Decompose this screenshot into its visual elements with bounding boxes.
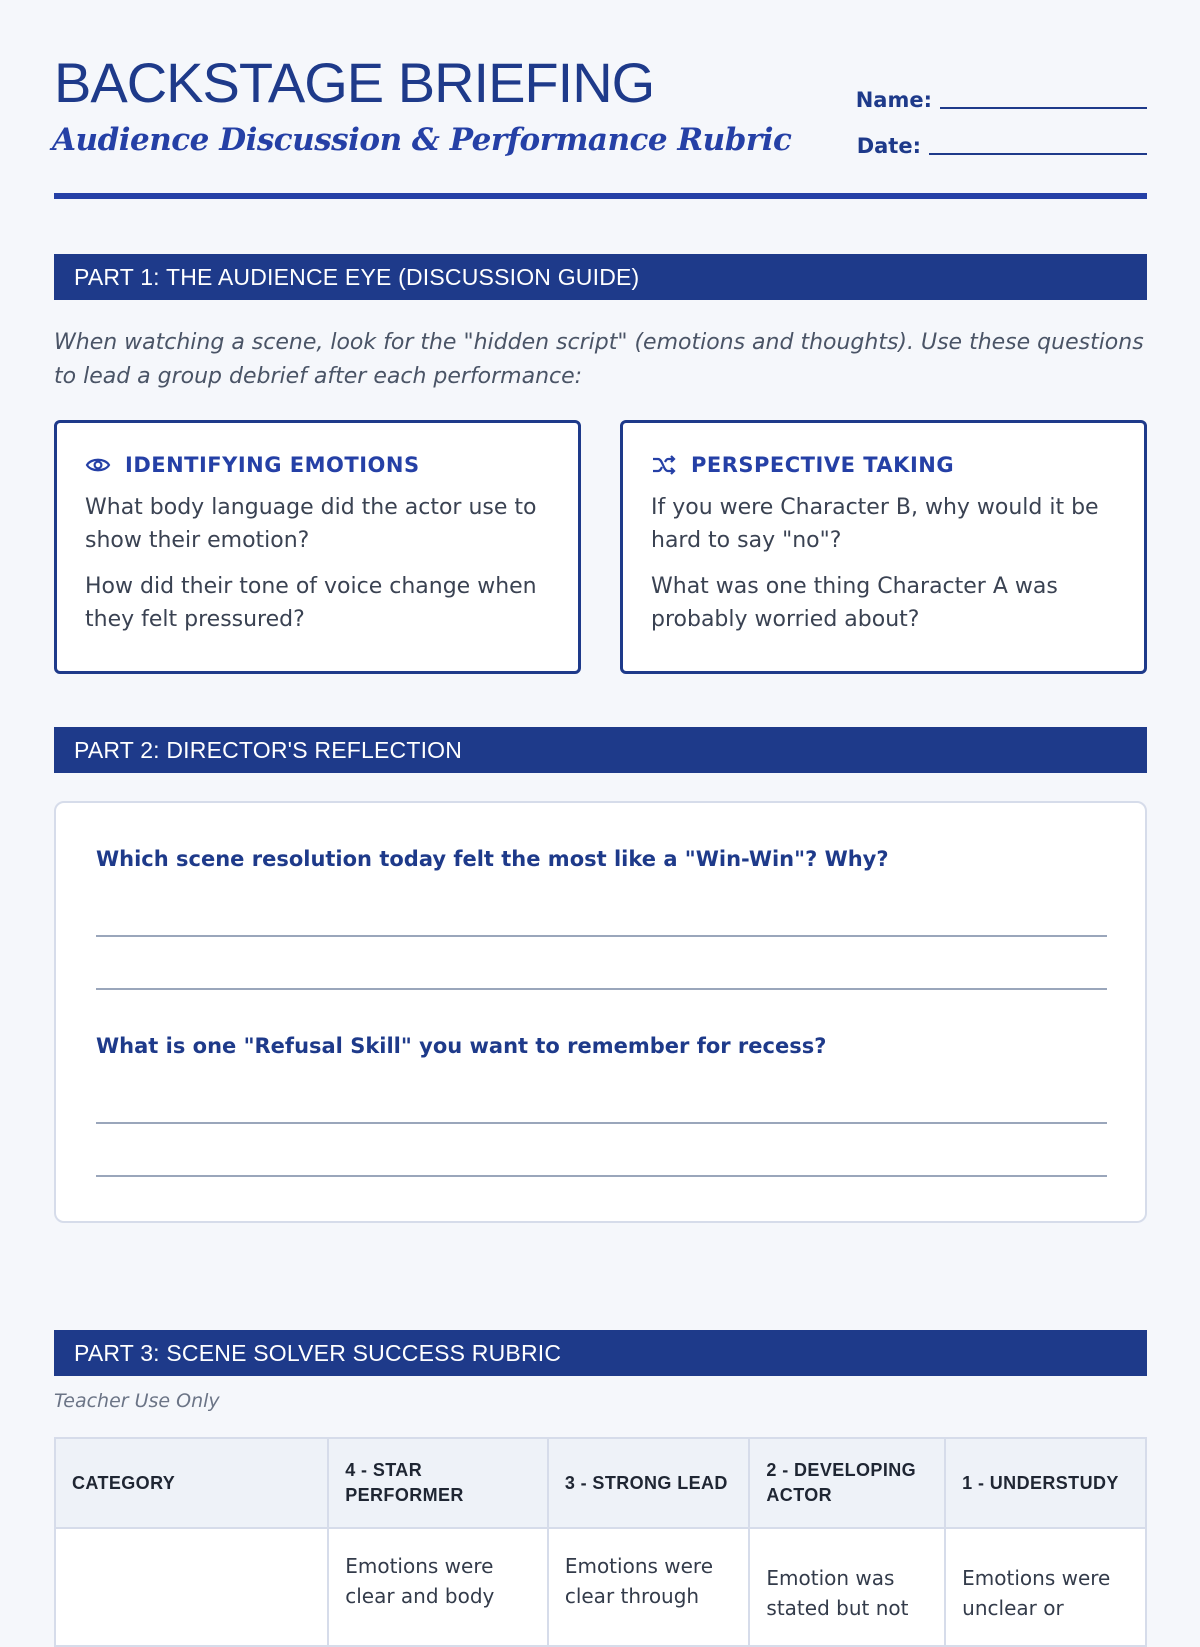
discussion-cards (54, 420, 1147, 674)
reflection-question: Which scene resolution today felt the most like a "Win-Win"? Why? (96, 847, 889, 871)
rubric-cell: Emotions were unclear or (945, 1528, 1146, 1646)
name-label: Name: (855, 88, 932, 112)
card-title: IDENTIFYING EMOTIONS (125, 453, 420, 477)
worksheet-page (52, 0, 1147, 1620)
rubric-column-header: 1 - UNDERSTUDY (945, 1438, 1146, 1528)
rubric-column-header: 2 - DEVELOPING ACTOR (749, 1438, 945, 1528)
date-row (847, 134, 1147, 158)
card-header (651, 453, 1116, 477)
card-question: If you were Character B, why would it be hard to say "no"? (651, 495, 1099, 553)
rubric-header-row (55, 1438, 1146, 1528)
card-perspective-taking (620, 420, 1147, 674)
rubric-table (54, 1437, 1147, 1647)
card-question: What body language did the actor use to show their emotion? (85, 495, 537, 553)
student-info (847, 88, 1147, 158)
part2-heading: PART 2: DIRECTOR'S REFLECTION (54, 727, 1147, 773)
name-row (847, 88, 1147, 112)
rubric-cell: Emotions were clear through (548, 1528, 750, 1646)
rubric-column-header: 4 - STAR PERFORMER (328, 1438, 548, 1528)
answer-line[interactable] (96, 1122, 1107, 1124)
teacher-note: Teacher Use Only (54, 1390, 220, 1412)
page-subtitle: Audience Discussion & Performance Rubric (52, 122, 792, 158)
card-title: PERSPECTIVE TAKING (691, 453, 955, 477)
header (54, 0, 1147, 200)
rubric-column-header: 3 - STRONG LEAD (548, 1438, 750, 1528)
rubric-category-cell (55, 1528, 328, 1646)
rubric-column-header: CATEGORY (55, 1438, 328, 1528)
card-identifying-emotions (54, 420, 581, 674)
eye-icon (85, 455, 111, 475)
card-header (85, 453, 550, 477)
part1-heading: PART 1: THE AUDIENCE EYE (DISCUSSION GUIDE) (54, 254, 1147, 300)
shuffle-icon (651, 454, 677, 476)
header-divider (54, 193, 1147, 199)
card-question: How did their tone of voice change when they felt pressured? (85, 574, 537, 632)
answer-line[interactable] (96, 988, 1107, 990)
rubric-cell: Emotion was stated but not (749, 1528, 945, 1646)
date-label: Date: (856, 134, 921, 158)
page-title: BACKSTAGE BRIEFING (54, 51, 655, 114)
name-field[interactable] (940, 107, 1147, 109)
reflection-box (54, 801, 1147, 1223)
table-row (55, 1528, 1146, 1646)
card-question: What was one thing Character A was probably worried about? (651, 574, 1058, 632)
date-field[interactable] (929, 153, 1147, 155)
reflection-question: What is one "Refusal Skill" you want to remember for recess? (96, 1034, 827, 1058)
part1-intro: When watching a scene, look for the "hidden script" (emotions and thoughts). Use these questions to lead a group debrief after each performance: (54, 330, 1144, 389)
rubric-cell: Emotions were clear and body (328, 1528, 548, 1646)
answer-line[interactable] (96, 1175, 1107, 1177)
part3-heading: PART 3: SCENE SOLVER SUCCESS RUBRIC (54, 1330, 1147, 1376)
answer-line[interactable] (96, 935, 1107, 937)
